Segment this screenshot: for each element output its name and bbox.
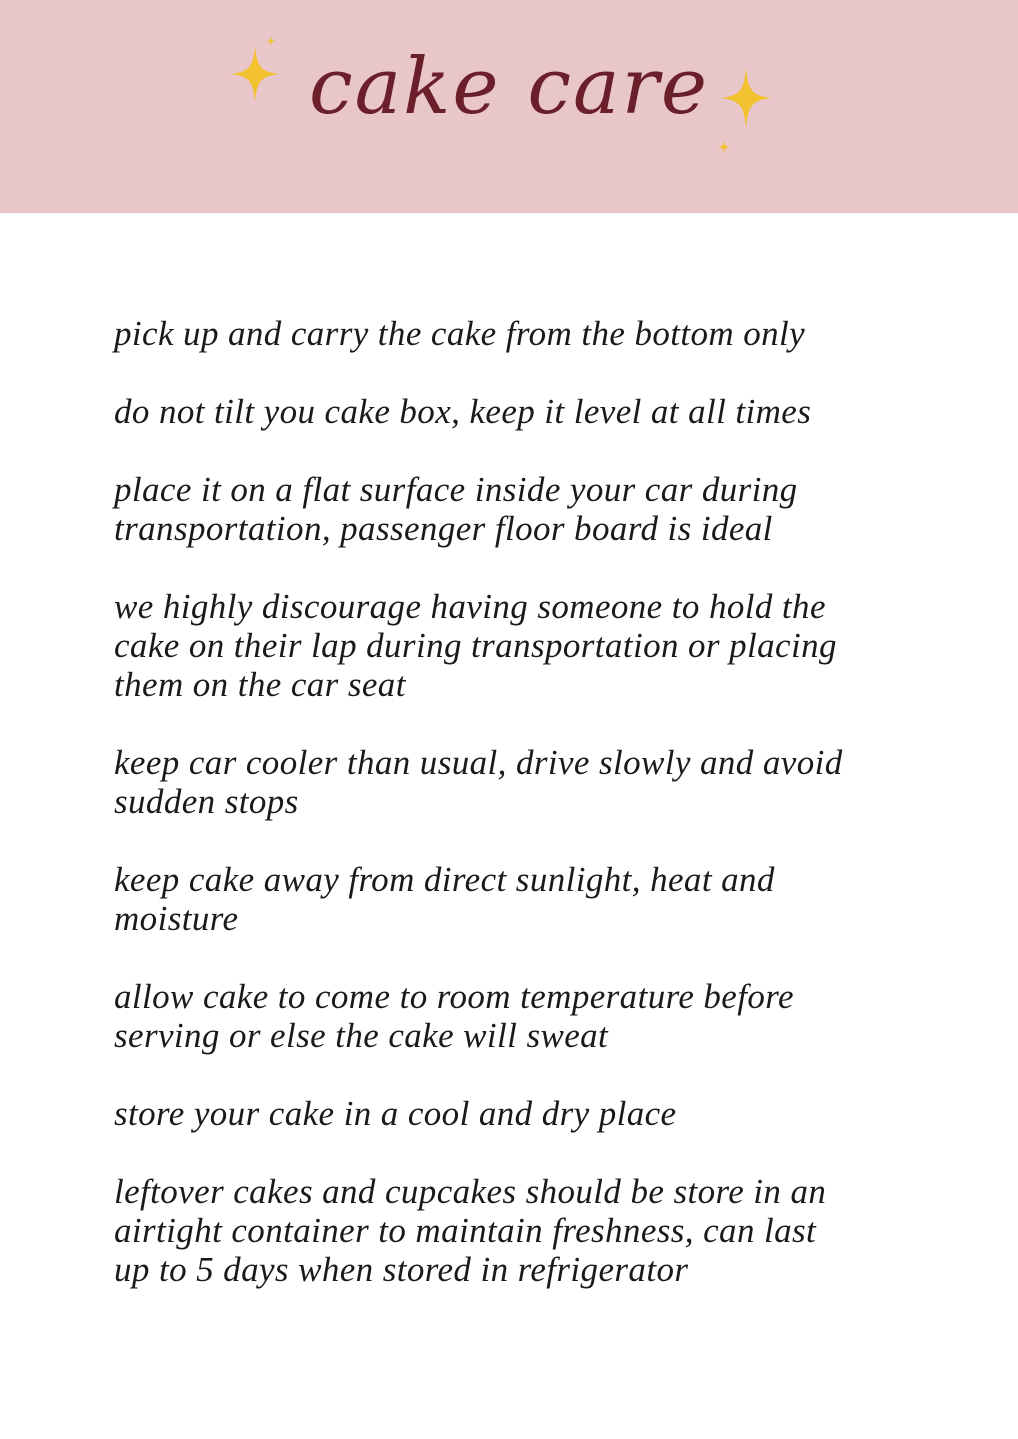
sparkle-icon (266, 36, 276, 46)
instruction-item: keep cake away from direct sunlight, heat and moisture (114, 860, 775, 938)
instruction-item: keep car cooler than usual, drive slowly and avoid sudden stops (114, 743, 843, 821)
instruction-list (114, 314, 934, 1289)
instruction-item: leftover cakes and cupcakes should be store in an airtight container to maintain freshness, can last up to 5 days when stored in refrigerator (114, 1172, 827, 1289)
instruction-item: allow cake to come to room temperature before serving or else the cake will sweat (114, 977, 794, 1055)
instruction-item: do not tilt you cake box, keep it level at all times (114, 392, 812, 431)
instruction-item: we highly discourage having someone to hold the cake on their lap during transportation or placing them on the car seat (114, 587, 837, 704)
instruction-item: pick up and carry the cake from the bottom only (114, 314, 806, 353)
sparkle-icon (717, 140, 731, 154)
instruction-item: place it on a flat surface inside your car during transportation, passenger floor board is ideal (114, 470, 798, 548)
page-title: cake care (308, 42, 710, 132)
instruction-item: store your cake in a cool and dry place (114, 1094, 677, 1133)
